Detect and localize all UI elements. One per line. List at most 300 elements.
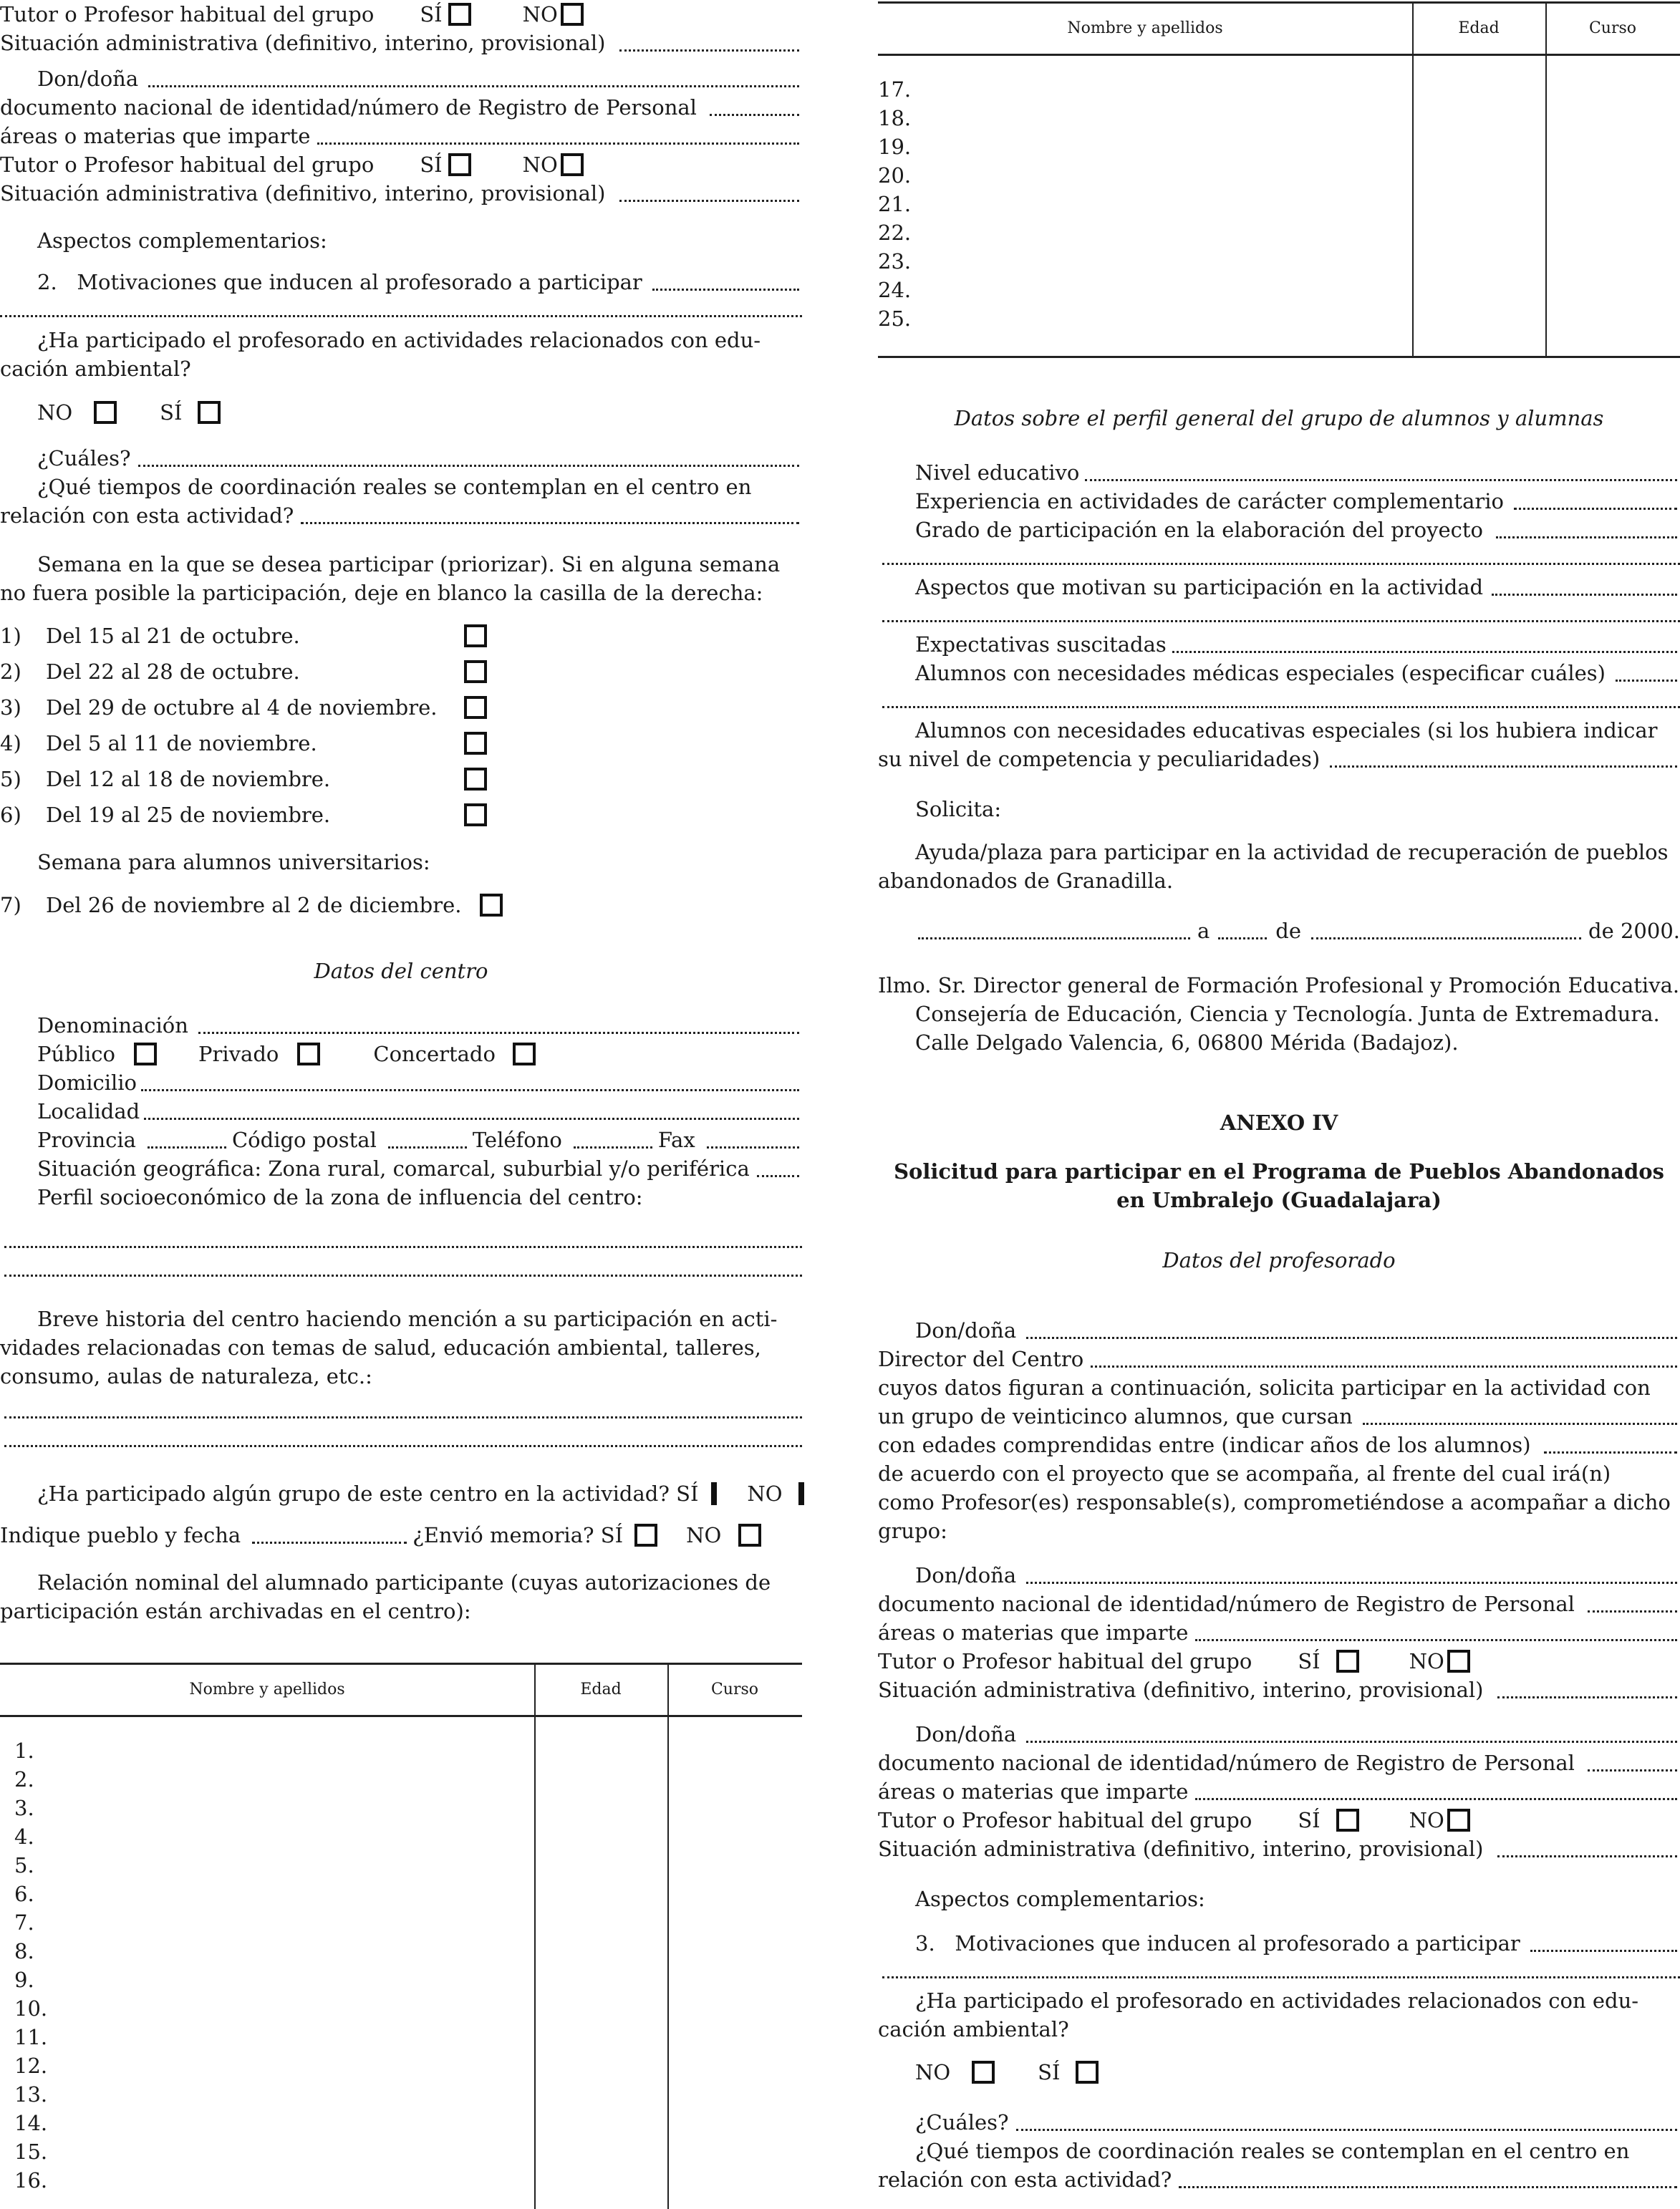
telefono-field[interactable] xyxy=(574,1146,652,1149)
si-label: SÍ xyxy=(160,400,183,425)
fecha-mes-field[interactable] xyxy=(1311,937,1581,939)
table-row-number: 11. xyxy=(14,2025,48,2049)
table-row-number: 3. xyxy=(14,1796,34,1820)
dni-field[interactable] xyxy=(1588,1610,1677,1613)
don-field[interactable] xyxy=(148,85,799,87)
coord-text: ¿Qué tiempos de coordinación reales se contemplan en el centro en xyxy=(37,475,752,499)
perfil-field-2[interactable] xyxy=(4,1275,802,1277)
header-curso: Curso xyxy=(710,1681,759,1698)
header-curso: Curso xyxy=(1588,19,1637,37)
fax-label: Fax xyxy=(657,1128,695,1152)
week-item-6 xyxy=(0,801,802,829)
grado-label: Grado de participación en la elaboración del proyecto xyxy=(915,518,1484,542)
grupo-si-checkbox[interactable] xyxy=(711,1482,717,1505)
grado-field[interactable] xyxy=(1496,536,1677,538)
publico-label: Público xyxy=(37,1042,116,1066)
week-item-2 xyxy=(0,657,802,686)
week-label: Del 5 al 11 de noviembre. xyxy=(46,731,317,755)
week-item-4 xyxy=(0,729,802,758)
table-row-number: 25. xyxy=(878,306,912,331)
solicitud-title-text: Solicitud para participar en el Programa de Pueblos Abandonados xyxy=(894,1159,1664,1184)
dni-line xyxy=(0,93,802,122)
don-label: Don/doña xyxy=(37,67,139,91)
denominacion-line xyxy=(37,1011,802,1040)
nivel-field[interactable] xyxy=(1085,479,1677,481)
necesidades-edu-text: su nivel de competencia y peculiaridades) xyxy=(878,747,1321,771)
week-number: 1) xyxy=(0,624,21,648)
table-row-number: 6. xyxy=(14,1882,34,1906)
situacion-field[interactable] xyxy=(1497,1855,1677,1857)
situacion-label: Situación administrativa (definitivo, interino, provisional) xyxy=(878,1678,1484,1702)
week-5-checkbox[interactable] xyxy=(464,768,487,791)
ha-participado-line2 xyxy=(878,2015,1680,2044)
cuales-field[interactable] xyxy=(138,465,799,467)
table-row-number: 19. xyxy=(878,135,912,159)
participado-options xyxy=(915,2058,1680,2087)
tutor-si-checkbox[interactable] xyxy=(448,3,471,26)
coord-field[interactable] xyxy=(1179,2186,1677,2188)
week-item-7 xyxy=(0,891,802,919)
localidad-line xyxy=(37,1097,802,1126)
week-label: Del 22 al 28 de octubre. xyxy=(46,659,300,684)
nivel-label: Nivel educativo xyxy=(915,460,1080,485)
fecha-year-label: de 2000. xyxy=(1588,919,1680,943)
expectativas-field[interactable] xyxy=(1172,651,1677,653)
ilmo-line xyxy=(878,971,1680,1000)
dni-line xyxy=(878,1590,1680,1618)
aspectos-motivan-field-2[interactable] xyxy=(882,620,1680,622)
no-label: NO xyxy=(1409,1808,1444,1832)
cuyos-text: cuyos datos figuran a continuación, solicita participar en la actividad con xyxy=(878,1376,1651,1400)
coord-text: relación con esta actividad? xyxy=(0,503,294,528)
fecha-dia-field[interactable] xyxy=(1218,937,1267,939)
historia-field-2[interactable] xyxy=(4,1445,802,1447)
coord-field[interactable] xyxy=(301,522,799,524)
don-line-2 xyxy=(915,1561,1680,1590)
areas-label: áreas o materias que imparte xyxy=(0,124,311,148)
ayuda-line1 xyxy=(915,838,1680,866)
no-label: NO xyxy=(686,1523,722,1547)
participado-si-checkbox[interactable] xyxy=(198,401,221,424)
localidad-label: Localidad xyxy=(37,1099,140,1123)
tutor-label: Tutor o Profesor habitual del grupo xyxy=(878,1808,1252,1832)
fecha-de-label: de xyxy=(1275,919,1302,943)
week-number: 7) xyxy=(0,893,21,917)
tutor2-no-checkbox[interactable] xyxy=(561,153,584,176)
situacion-field[interactable] xyxy=(619,49,799,52)
week-number: 5) xyxy=(0,767,21,791)
solicitud-title-text: en Umbralejo (Guadalajara) xyxy=(1116,1188,1442,1212)
datos-centro-title xyxy=(0,957,802,985)
anexo-label: ANEXO IV xyxy=(1220,1111,1338,1135)
grupo-participado-line xyxy=(37,1479,802,1508)
grado-line xyxy=(915,516,1680,544)
motivaciones-label: 2. Motivaciones que inducen al profesorado a participar xyxy=(37,270,642,294)
perfil-label: Perfil socioeconómico de la zona de influencia del centro: xyxy=(37,1185,643,1209)
nivel-line xyxy=(915,458,1680,487)
historia-line1 xyxy=(37,1305,802,1333)
column-divider xyxy=(667,1665,669,2209)
table-row-number: 18. xyxy=(878,106,912,130)
week-7-checkbox[interactable] xyxy=(480,894,503,917)
necesidades-edu-field[interactable] xyxy=(1330,765,1677,768)
fecha-lugar-field[interactable] xyxy=(918,937,1190,939)
tutor2-si-checkbox[interactable] xyxy=(1336,1809,1359,1832)
perfil-field-1[interactable] xyxy=(4,1246,802,1248)
consejeria-text: Consejería de Educación, Ciencia y Tecnología. Junta de Extremadura. xyxy=(915,1002,1660,1026)
relacion-text: participación están archivadas en el centro): xyxy=(0,1599,471,1623)
envio-si-checkbox[interactable] xyxy=(634,1524,657,1547)
no-label: NO xyxy=(522,2,558,26)
experiencia-field[interactable] xyxy=(1514,508,1677,510)
table-row-number: 7. xyxy=(14,1910,34,1935)
tutor-no-checkbox[interactable] xyxy=(1447,1650,1470,1673)
week-label: Del 19 al 25 de noviembre. xyxy=(46,803,331,827)
situacion-geo-label: Situación geográfica: Zona rural, comarcal, suburbial y/o periférica xyxy=(37,1156,750,1181)
concertado-checkbox[interactable] xyxy=(513,1043,536,1065)
cuyos-line2 xyxy=(878,1402,1680,1431)
envio-label: ¿Envió memoria? SÍ xyxy=(412,1523,624,1547)
situacion-label: Situación administrativa (definitivo, interino, provisional) xyxy=(0,181,606,206)
week-label: Del 29 de octubre al 4 de noviembre. xyxy=(46,695,438,720)
cuyos-text: un grupo de veinticinco alumnos, que cursan xyxy=(878,1404,1353,1429)
aspectos-motivan-label: Aspectos que motivan su participación en la actividad xyxy=(915,575,1484,599)
indique-field[interactable] xyxy=(252,1542,407,1544)
historia-line3 xyxy=(0,1362,802,1391)
solicitud-title-2 xyxy=(878,1186,1680,1214)
tutor-line-2 xyxy=(0,150,802,179)
header-edad: Edad xyxy=(1458,19,1500,37)
column-divider xyxy=(1545,4,1547,356)
don-line xyxy=(37,64,802,93)
participado-no-checkbox[interactable] xyxy=(94,401,117,424)
table-row-number: 8. xyxy=(14,1939,34,1963)
historia-text: vidades relacionadas con temas de salud, educación ambiental, talleres, xyxy=(0,1335,761,1360)
aspectos-label: Aspectos complementarios: xyxy=(915,1887,1205,1911)
relacion-text: Relación nominal del alumnado participante (cuyas autorizaciones de xyxy=(37,1570,771,1595)
week-item-5 xyxy=(0,765,802,793)
table-row-number: 15. xyxy=(14,2140,48,2164)
domicilio-line xyxy=(37,1068,802,1097)
situacion-line-2 xyxy=(878,1835,1680,1863)
experiencia-label: Experiencia en actividades de carácter complementario xyxy=(915,489,1504,513)
necesidades-med-line xyxy=(915,659,1680,687)
week-2-checkbox[interactable] xyxy=(464,660,487,683)
situacion-label: Situación administrativa (definitivo, interino, provisional) xyxy=(0,31,606,55)
table-row-number: 16. xyxy=(14,2168,48,2193)
provincia-label: Provincia xyxy=(37,1128,136,1152)
si-label: SÍ xyxy=(1038,2060,1061,2084)
fecha-line xyxy=(915,917,1680,945)
table-row-number: 21. xyxy=(878,192,912,216)
semana-text: Semana en la que se desea participar (priorizar). Si en alguna semana xyxy=(37,552,781,576)
director-field[interactable] xyxy=(1091,1365,1677,1368)
table-row-number: 13. xyxy=(14,2082,48,2107)
ha-participado-text: ¿Ha participado el profesorado en actividades relacionados con edu- xyxy=(915,1988,1639,2013)
coord-line1 xyxy=(915,2137,1680,2165)
no-label: NO xyxy=(522,153,558,177)
publico-checkbox[interactable] xyxy=(134,1043,157,1065)
semana-line2 xyxy=(0,579,802,607)
situacion-field[interactable] xyxy=(619,200,799,202)
week-1-checkbox[interactable] xyxy=(464,624,487,647)
grupo-no-checkbox[interactable] xyxy=(798,1482,804,1505)
motivaciones-field-2[interactable] xyxy=(882,1976,1680,1978)
don-field[interactable] xyxy=(1026,1582,1677,1584)
motivaciones-field-2[interactable] xyxy=(0,315,802,317)
tutor-line-2 xyxy=(878,1806,1680,1835)
week-number: 4) xyxy=(0,731,21,755)
datos-prof-title xyxy=(878,1246,1680,1275)
provincia-field[interactable] xyxy=(148,1146,226,1149)
perfil-title xyxy=(878,404,1680,432)
situacion-geo-line xyxy=(37,1154,802,1183)
week-label: Del 26 de noviembre al 2 de diciembre. xyxy=(46,893,462,917)
director-label: Director del Centro xyxy=(878,1347,1084,1371)
necesidades-med-label: Alumnos con necesidades médicas especiales (especificar cuáles) xyxy=(915,661,1606,685)
week-item-3 xyxy=(0,693,802,722)
tutor2-no-checkbox[interactable] xyxy=(1447,1809,1470,1832)
cp-label: Código postal xyxy=(231,1128,377,1152)
header-nombre: Nombre y apellidos xyxy=(189,1681,345,1698)
aspectos-label: Aspectos complementarios: xyxy=(37,228,327,253)
datos-prof-label: Datos del profesorado xyxy=(1162,1248,1396,1272)
no-label: NO xyxy=(37,400,73,425)
aspectos-motivan-line xyxy=(915,573,1680,601)
historia-text: Breve historia del centro haciendo mención a su participación en acti- xyxy=(37,1307,778,1331)
tutor-label: Tutor o Profesor habitual del grupo xyxy=(878,1649,1252,1673)
tutor2-si-checkbox[interactable] xyxy=(448,153,471,176)
table-row-number: 4. xyxy=(14,1824,34,1849)
acuerdo-text: grupo: xyxy=(878,1519,947,1543)
week-label: Del 15 al 21 de octubre. xyxy=(46,624,300,648)
situacion-field[interactable] xyxy=(1497,1696,1677,1698)
dni-field[interactable] xyxy=(710,114,799,116)
cuales-label: ¿Cuáles? xyxy=(37,446,131,470)
solicitud-title-1 xyxy=(878,1157,1680,1186)
cuyos-line1 xyxy=(878,1373,1680,1402)
ayuda-text: Ayuda/plaza para participar en la actividad de recuperación de pueblos xyxy=(915,840,1669,864)
motivaciones-line xyxy=(37,268,802,296)
calle-line xyxy=(915,1028,1680,1057)
grupo-participado-label: ¿Ha participado algún grupo de este centro en la actividad? SÍ xyxy=(37,1481,699,1506)
acuerdo-line1 xyxy=(878,1459,1680,1488)
aspectos-heading xyxy=(915,1885,1680,1913)
column-divider xyxy=(534,1665,536,2209)
ha-participado-text: cación ambiental? xyxy=(878,2017,1069,2041)
no-label: NO xyxy=(1409,1649,1444,1673)
tutor-line xyxy=(878,1647,1680,1676)
si-label: SÍ xyxy=(1298,1808,1321,1832)
acuerdo-line3 xyxy=(878,1517,1680,1545)
expectativas-label: Expectativas suscitadas xyxy=(915,632,1167,657)
dni-label: documento nacional de identidad/número de Registro de Personal xyxy=(878,1751,1575,1775)
denominacion-field[interactable] xyxy=(198,1032,799,1034)
situacion-line-2 xyxy=(0,179,802,208)
alumnos-table-continued xyxy=(878,1,1680,358)
areas-line-2 xyxy=(878,1777,1680,1806)
participado-no-checkbox[interactable] xyxy=(972,2061,995,2084)
don-label: Don/doña xyxy=(915,1318,1017,1343)
dni-field[interactable] xyxy=(1588,1769,1677,1771)
motivaciones-line xyxy=(915,1929,1680,1958)
envio-no-checkbox[interactable] xyxy=(738,1524,761,1547)
table-row-number: 1. xyxy=(14,1739,34,1763)
calle-text: Calle Delgado Valencia, 6, 06800 Mérida (Badajoz). xyxy=(915,1030,1459,1055)
table-row-number: 17. xyxy=(878,77,912,102)
privado-label: Privado xyxy=(198,1042,279,1066)
aspectos-motivan-field[interactable] xyxy=(1492,594,1677,596)
situacion-line-1 xyxy=(0,29,802,57)
indique-label: Indique pueblo y fecha xyxy=(0,1523,241,1547)
domicilio-label: Domicilio xyxy=(37,1070,137,1095)
ayuda-line2 xyxy=(878,866,1680,895)
ha-participado-line1 xyxy=(37,326,802,354)
semana-univ-label: Semana para alumnos universitarios: xyxy=(37,850,430,874)
coord-text: ¿Qué tiempos de coordinación reales se contemplan en el centro en xyxy=(915,2139,1630,2163)
week-3-checkbox[interactable] xyxy=(464,696,487,719)
tutor-label: Tutor o Profesor habitual del grupo xyxy=(0,153,375,177)
areas-field[interactable] xyxy=(1195,1639,1677,1641)
table-row-number: 12. xyxy=(14,2054,48,2078)
coord-line2 xyxy=(0,501,802,530)
cursan-field[interactable] xyxy=(1363,1423,1677,1425)
coord-line1 xyxy=(37,473,802,501)
situacion-label: Situación administrativa (definitivo, interino, provisional) xyxy=(878,1837,1484,1861)
situacion-geo-field[interactable] xyxy=(757,1175,799,1177)
header-edad: Edad xyxy=(580,1681,622,1698)
ha-participado-text: cación ambiental? xyxy=(0,357,191,381)
situacion-line xyxy=(878,1676,1680,1704)
cp-field[interactable] xyxy=(388,1146,467,1149)
solicita-label: Solicita: xyxy=(915,797,1002,821)
coord-line2 xyxy=(878,2165,1680,2194)
acuerdo-line2 xyxy=(878,1488,1680,1517)
semana-line1 xyxy=(37,550,802,579)
table-row-number: 23. xyxy=(878,249,912,274)
perfil-title-label: Datos sobre el perfil general del grupo de alumnos y alumnas xyxy=(954,406,1604,430)
anexo-title xyxy=(878,1108,1680,1137)
edades-field[interactable] xyxy=(1544,1451,1677,1454)
areas-line xyxy=(0,122,802,150)
perfil-line xyxy=(37,1183,802,1212)
si-label: SÍ xyxy=(420,2,443,26)
tutor-no-checkbox[interactable] xyxy=(561,3,584,26)
don-field[interactable] xyxy=(1026,1741,1677,1743)
participado-options xyxy=(37,398,802,427)
indique-line xyxy=(0,1521,802,1550)
motivaciones-field[interactable] xyxy=(652,289,799,291)
cuales-field[interactable] xyxy=(1016,2129,1677,2131)
ayuda-text: abandonados de Granadilla. xyxy=(878,869,1174,893)
necesidades-edu-line2 xyxy=(878,745,1680,773)
edades-text: con edades comprendidas entre (indicar años de los alumnos) xyxy=(878,1433,1531,1457)
areas-field[interactable] xyxy=(317,142,799,145)
grado-field-2[interactable] xyxy=(882,563,1680,565)
don-line-3 xyxy=(915,1720,1680,1749)
ha-participado-line1 xyxy=(915,1986,1680,2015)
necesidades-edu-text: Alumnos con necesidades educativas especiales (si los hubiera indicar xyxy=(915,718,1658,743)
dni-label: documento nacional de identidad/número de Registro de Personal xyxy=(878,1592,1575,1616)
table-row-number: 20. xyxy=(878,163,912,188)
week-number: 3) xyxy=(0,695,21,720)
cuales-line xyxy=(37,444,802,473)
ilmo-text: Ilmo. Sr. Director general de Formación Profesional y Promoción Educativa. xyxy=(878,973,1680,997)
privado-checkbox[interactable] xyxy=(297,1043,320,1065)
don-label: Don/doña xyxy=(915,1563,1017,1587)
telefono-label: Teléfono xyxy=(472,1128,562,1152)
acuerdo-text: de acuerdo con el proyecto que se acompaña, al frente del cual irá(n) xyxy=(878,1461,1611,1486)
table-row-number: 10. xyxy=(14,1996,48,2021)
historia-field-1[interactable] xyxy=(4,1416,802,1418)
edades-line xyxy=(878,1431,1680,1459)
areas-label: áreas o materias que imparte xyxy=(878,1779,1189,1804)
table-header xyxy=(878,4,1680,56)
no-label: NO xyxy=(747,1481,783,1506)
motivaciones-field[interactable] xyxy=(1530,1950,1677,1952)
table-row-number: 22. xyxy=(878,221,912,245)
table-row-number: 14. xyxy=(14,2111,48,2135)
ha-participado-text: ¿Ha participado el profesorado en actividades relacionados con edu- xyxy=(37,328,761,352)
tipo-centro-line xyxy=(37,1040,802,1068)
si-label: SÍ xyxy=(420,153,443,177)
week-label: Del 12 al 18 de noviembre. xyxy=(46,767,331,791)
necesidades-med-field[interactable] xyxy=(1616,680,1677,682)
acuerdo-text: como Profesor(es) responsable(s), comprometiéndose a acompañar a dicho xyxy=(878,1490,1671,1514)
don-label: Don/doña xyxy=(915,1722,1017,1746)
week-number: 2) xyxy=(0,659,21,684)
fax-field[interactable] xyxy=(707,1146,799,1149)
provincia-line xyxy=(37,1126,802,1154)
relacion-line2 xyxy=(0,1597,802,1625)
table-header xyxy=(0,1665,802,1717)
table-row-number: 24. xyxy=(878,278,912,302)
tutor-si-checkbox[interactable] xyxy=(1336,1650,1359,1673)
necesidades-edu-line1 xyxy=(915,716,1680,745)
table-row-number: 5. xyxy=(14,1853,34,1877)
aspectos-heading xyxy=(37,226,802,255)
dni-label: documento nacional de identidad/número de Registro de Personal xyxy=(0,95,697,120)
dni-line-2 xyxy=(878,1749,1680,1777)
don-field[interactable] xyxy=(1026,1337,1677,1339)
localidad-field[interactable] xyxy=(144,1118,799,1120)
domicilio-field[interactable] xyxy=(141,1089,799,1091)
cuales-line xyxy=(915,2108,1680,2137)
week-number: 6) xyxy=(0,803,21,827)
ha-participado-line2 xyxy=(0,354,802,383)
participado-si-checkbox[interactable] xyxy=(1076,2061,1099,2084)
alumnos-table xyxy=(0,1663,802,2209)
historia-line2 xyxy=(0,1333,802,1362)
areas-line xyxy=(878,1618,1680,1647)
areas-field[interactable] xyxy=(1195,1798,1677,1800)
director-line xyxy=(878,1345,1680,1373)
experiencia-line xyxy=(915,487,1680,516)
concertado-label: Concertado xyxy=(373,1042,496,1066)
fecha-a-label: a xyxy=(1197,919,1210,943)
don-line xyxy=(915,1316,1680,1345)
week-6-checkbox[interactable] xyxy=(464,803,487,826)
no-label: NO xyxy=(915,2060,951,2084)
coord-text: relación con esta actividad? xyxy=(878,2167,1172,2192)
semana-univ-heading xyxy=(37,848,802,876)
relacion-line1 xyxy=(37,1568,802,1597)
week-4-checkbox[interactable] xyxy=(464,732,487,755)
solicita-heading xyxy=(915,795,1680,823)
historia-text: consumo, aulas de naturaleza, etc.: xyxy=(0,1364,372,1388)
necesidades-med-field-2[interactable] xyxy=(882,706,1680,708)
cuales-label: ¿Cuáles? xyxy=(915,2110,1009,2135)
